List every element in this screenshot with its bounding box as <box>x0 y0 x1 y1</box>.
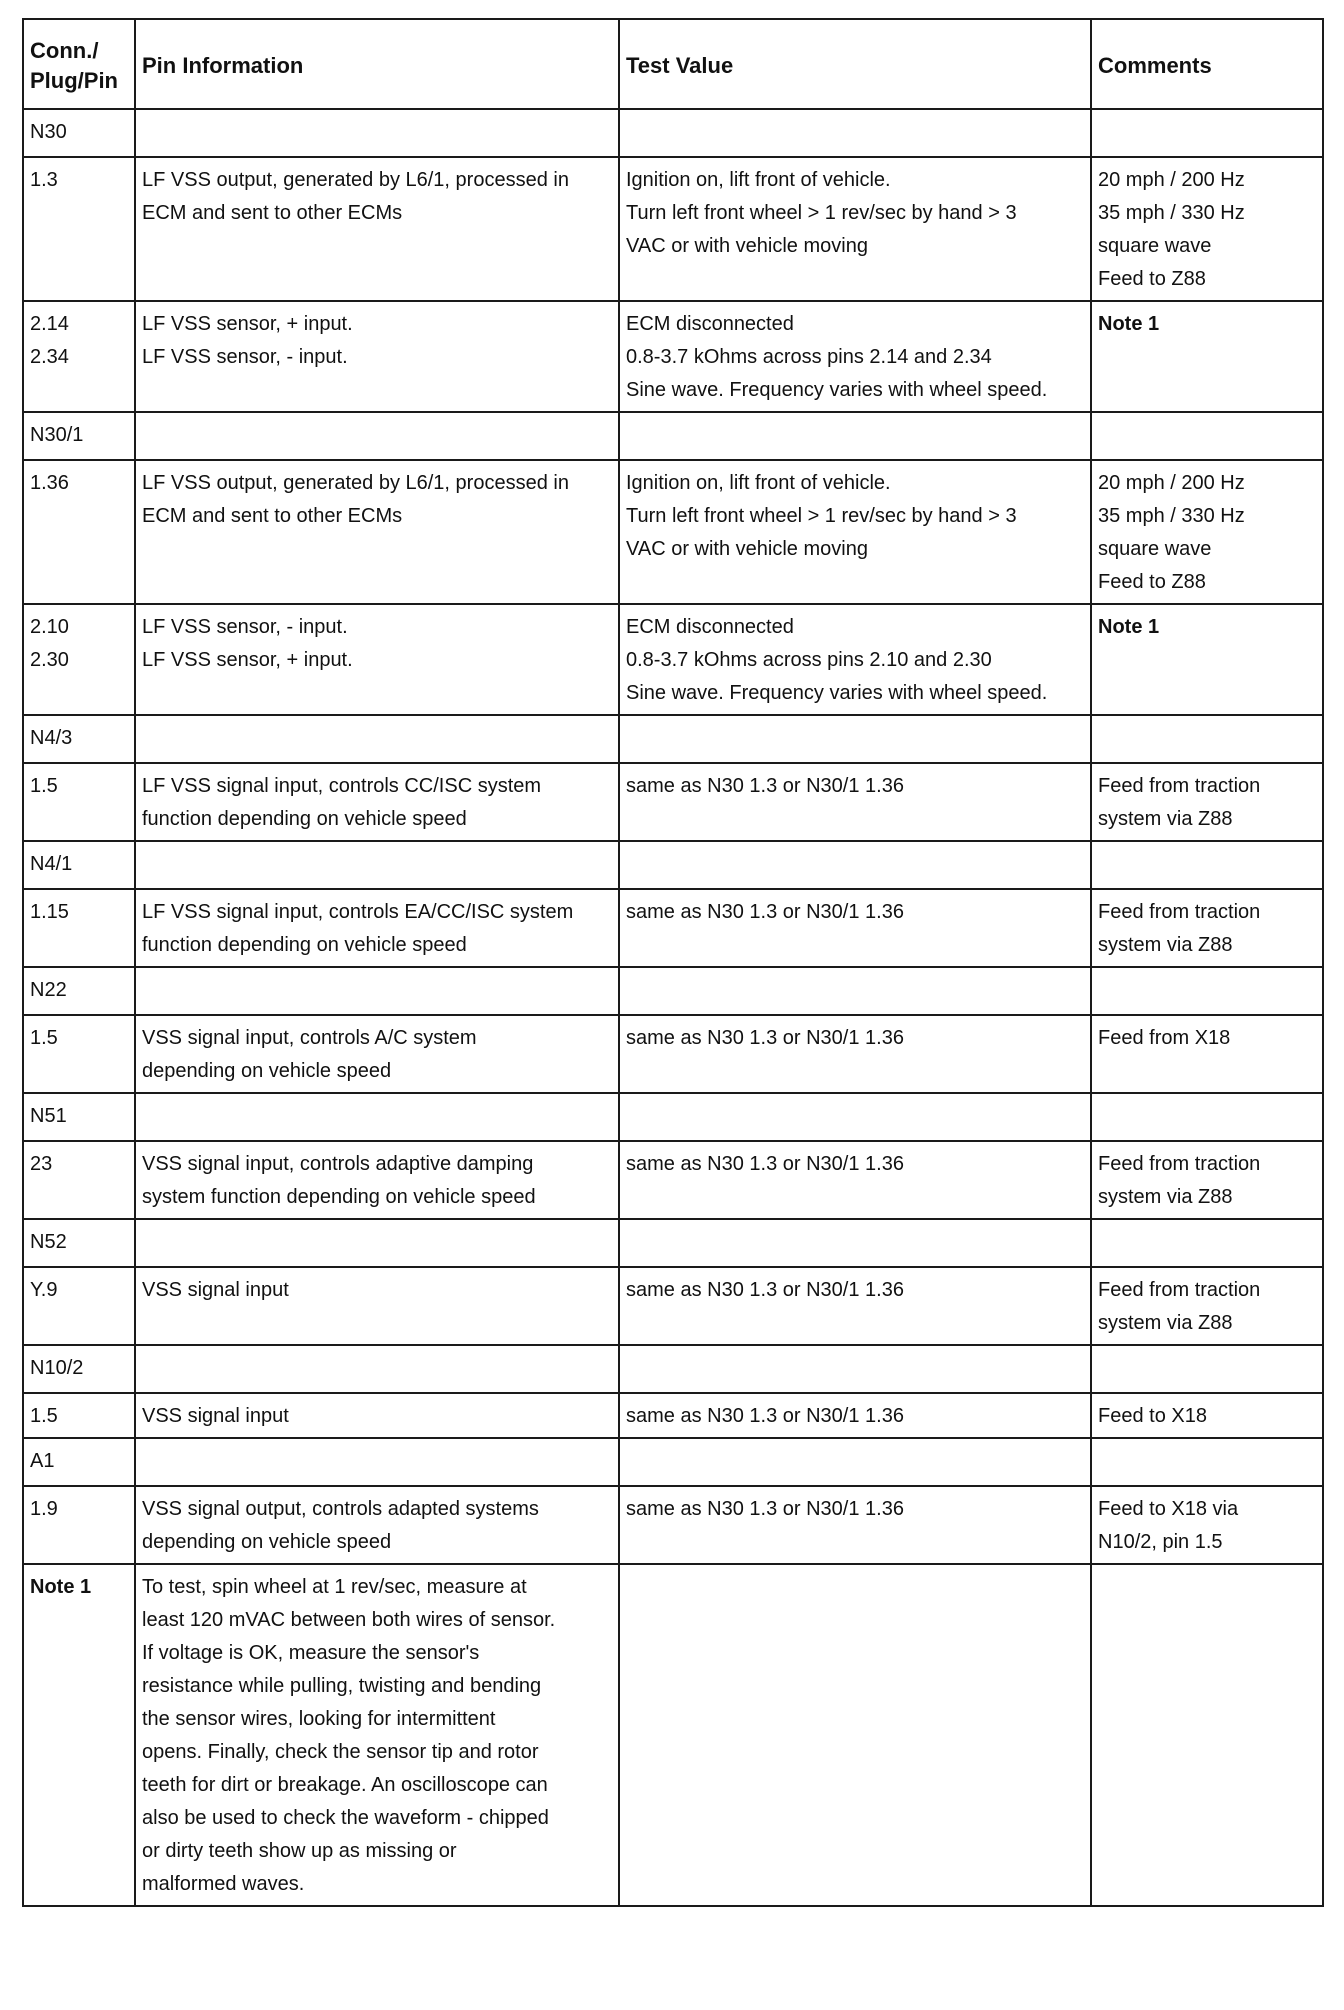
empty-cell <box>619 715 1091 763</box>
pin-info-cell <box>135 604 619 715</box>
empty-cell <box>135 715 619 763</box>
pin-number-cell-line: Y.9 <box>30 1279 58 1301</box>
connector-label: N4/1 <box>23 841 135 889</box>
test-value-cell-line: Ignition on, lift front of vehicle. <box>626 169 891 191</box>
note-text-cell-line: To test, spin wheel at 1 rev/sec, measure at <box>142 1576 527 1598</box>
pin-info-cell-line: LF VSS sensor, + input. <box>142 649 353 671</box>
note-text-cell <box>135 1564 619 1906</box>
connector-section-row <box>23 715 1323 763</box>
pin-info-cell <box>135 301 619 412</box>
empty-cell <box>619 841 1091 889</box>
pin-row <box>23 889 1323 967</box>
pin-info-cell-line: LF VSS sensor, - input. <box>142 346 348 368</box>
pin-info-cell-line: VSS signal input, controls A/C system <box>142 1027 477 1049</box>
comments-cell <box>1091 1015 1323 1093</box>
test-value-cell-line: ECM disconnected <box>626 616 794 638</box>
header-conn-plug-pin <box>23 19 135 109</box>
note-text-cell-line: teeth for dirt or breakage. An oscilloscope can <box>142 1774 548 1796</box>
note-text-cell-line: opens. Finally, check the sensor tip and rotor <box>142 1741 539 1763</box>
comments-cell <box>1091 1393 1323 1438</box>
comments-cell-line: system via Z88 <box>1098 934 1233 956</box>
comments-cell-line: Feed to X18 <box>1098 1405 1207 1427</box>
comments-cell-line: Feed to Z88 <box>1098 268 1206 290</box>
pin-number-cell <box>23 1393 135 1438</box>
test-value-cell <box>619 1267 1091 1345</box>
pin-number-cell <box>23 157 135 301</box>
test-value-cell <box>619 1393 1091 1438</box>
connector-label: A1 <box>23 1438 135 1486</box>
test-value-cell-line: same as N30 1.3 or N30/1 1.36 <box>626 1279 904 1301</box>
comments-cell <box>1091 604 1323 715</box>
comments-cell <box>1091 889 1323 967</box>
connector-section-row <box>23 1093 1323 1141</box>
note-label: Note 1 <box>23 1564 135 1906</box>
comments-cell-line: Feed from traction <box>1098 901 1261 923</box>
test-value-cell-line: same as N30 1.3 or N30/1 1.36 <box>626 1153 904 1175</box>
connector-section-row <box>23 109 1323 157</box>
pin-info-cell <box>135 1486 619 1564</box>
empty-cell <box>1091 1438 1323 1486</box>
pin-row <box>23 1393 1323 1438</box>
comments-cell <box>1091 1486 1323 1564</box>
pin-number-cell <box>23 889 135 967</box>
empty-cell <box>1091 1564 1323 1906</box>
pin-row <box>23 460 1323 604</box>
pin-info-cell <box>135 1141 619 1219</box>
empty-cell <box>135 412 619 460</box>
pin-info-cell-line: depending on vehicle speed <box>142 1531 392 1553</box>
comments-cell-line: square wave <box>1098 538 1212 560</box>
pin-info-cell-line: LF VSS sensor, - input. <box>142 616 348 638</box>
header-comments: Comments <box>1091 19 1323 109</box>
pin-number-cell-line: 1.5 <box>30 1405 58 1427</box>
comments-cell <box>1091 763 1323 841</box>
note-text-cell-line: If voltage is OK, measure the sensor's <box>142 1642 480 1664</box>
comments-cell-line: 35 mph / 330 Hz <box>1098 202 1245 224</box>
note-text-cell-line: malformed waves. <box>142 1873 305 1895</box>
connector-section-row <box>23 1219 1323 1267</box>
test-value-cell-line: same as N30 1.3 or N30/1 1.36 <box>626 775 904 797</box>
empty-cell <box>619 1093 1091 1141</box>
pin-number-cell <box>23 1015 135 1093</box>
pin-number-cell <box>23 460 135 604</box>
test-value-cell-line: 0.8-3.7 kOhms across pins 2.10 and 2.30 <box>626 649 992 671</box>
comments-cell-line: Feed from traction <box>1098 1153 1261 1175</box>
empty-cell <box>619 109 1091 157</box>
pin-row <box>23 1015 1323 1093</box>
note-text-cell-line: or dirty teeth show up as missing or <box>142 1840 457 1862</box>
connector-section-row <box>23 1438 1323 1486</box>
comments-cell <box>1091 1267 1323 1345</box>
comments-cell-line: system via Z88 <box>1098 1312 1233 1334</box>
test-value-cell <box>619 1141 1091 1219</box>
pin-number-cell-line: 1.9 <box>30 1498 58 1520</box>
connector-label: N22 <box>23 967 135 1015</box>
note-text-cell-line: the sensor wires, looking for intermittent <box>142 1708 496 1730</box>
pin-test-table <box>22 18 1324 1907</box>
pin-info-cell-line: VSS signal input, controls adaptive damping <box>142 1153 534 1175</box>
comments-cell <box>1091 1141 1323 1219</box>
pin-number-cell-line: 2.30 <box>30 649 69 671</box>
comments-cell-line: Feed from traction <box>1098 775 1261 797</box>
pin-info-cell-line: LF VSS sensor, + input. <box>142 313 353 335</box>
comments-cell-line: Note 1 <box>1098 313 1160 335</box>
test-value-cell-line: Sine wave. Frequency varies with wheel speed. <box>626 379 1048 401</box>
header-pin-information: Pin Information <box>135 19 619 109</box>
pin-row <box>23 157 1323 301</box>
pin-number-cell-line: 2.34 <box>30 346 69 368</box>
test-value-cell <box>619 301 1091 412</box>
test-value-cell <box>619 604 1091 715</box>
empty-cell <box>1091 967 1323 1015</box>
pin-info-cell <box>135 1015 619 1093</box>
empty-cell <box>1091 109 1323 157</box>
connector-label: N52 <box>23 1219 135 1267</box>
test-value-cell-line: same as N30 1.3 or N30/1 1.36 <box>626 1498 904 1520</box>
empty-cell <box>1091 715 1323 763</box>
empty-cell <box>619 1219 1091 1267</box>
note-text-cell-line: also be used to check the waveform - chipped <box>142 1807 549 1829</box>
empty-cell <box>135 967 619 1015</box>
connector-section-row <box>23 1345 1323 1393</box>
pin-info-cell-line: LF VSS output, generated by L6/1, processed in <box>142 169 569 191</box>
pin-number-cell-line: 2.14 <box>30 313 69 335</box>
pin-info-cell-line: function depending on vehicle speed <box>142 934 467 956</box>
pin-info-cell-line: LF VSS signal input, controls EA/CC/ISC system <box>142 901 574 923</box>
pin-info-cell <box>135 889 619 967</box>
test-value-cell <box>619 460 1091 604</box>
pin-info-cell-line: VSS signal input <box>142 1279 289 1301</box>
connector-label: N51 <box>23 1093 135 1141</box>
comments-cell-line: 35 mph / 330 Hz <box>1098 505 1245 527</box>
comments-cell <box>1091 157 1323 301</box>
empty-cell <box>619 967 1091 1015</box>
pin-number-cell-line: 2.10 <box>30 616 69 638</box>
empty-cell <box>619 1438 1091 1486</box>
pin-number-cell-line: 1.3 <box>30 169 58 191</box>
pin-info-cell-line: ECM and sent to other ECMs <box>142 505 403 527</box>
pin-info-cell-line: ECM and sent to other ECMs <box>142 202 403 224</box>
test-value-cell-line: ECM disconnected <box>626 313 794 335</box>
empty-cell <box>135 1345 619 1393</box>
comments-cell-line: Feed to X18 via <box>1098 1498 1239 1520</box>
connector-label: N30 <box>23 109 135 157</box>
connector-label: N10/2 <box>23 1345 135 1393</box>
pin-info-cell-line: VSS signal output, controls adapted systems <box>142 1498 539 1520</box>
pin-row <box>23 1267 1323 1345</box>
pin-info-cell-line: function depending on vehicle speed <box>142 808 467 830</box>
pin-info-cell-line: LF VSS signal input, controls CC/ISC system <box>142 775 542 797</box>
note-row <box>23 1564 1323 1906</box>
test-value-cell-line: 0.8-3.7 kOhms across pins 2.14 and 2.34 <box>626 346 992 368</box>
connector-section-row <box>23 967 1323 1015</box>
pin-info-cell <box>135 763 619 841</box>
test-value-cell-line: same as N30 1.3 or N30/1 1.36 <box>626 901 904 923</box>
comments-cell-line: 20 mph / 200 Hz <box>1098 169 1245 191</box>
pin-number-cell <box>23 1486 135 1564</box>
test-value-cell-line: VAC or with vehicle moving <box>626 235 868 257</box>
comments-cell-line: system via Z88 <box>1098 808 1233 830</box>
test-value-cell-line: same as N30 1.3 or N30/1 1.36 <box>626 1405 904 1427</box>
header-conn-line1: Conn./ <box>30 38 99 63</box>
connector-label: N4/3 <box>23 715 135 763</box>
pin-row <box>23 604 1323 715</box>
pin-info-cell <box>135 460 619 604</box>
empty-cell <box>619 1345 1091 1393</box>
comments-cell <box>1091 301 1323 412</box>
pin-number-cell-line: 1.36 <box>30 472 69 494</box>
header-conn-line2: Plug/Pin <box>30 68 118 93</box>
comments-cell <box>1091 460 1323 604</box>
table-body <box>23 109 1323 1906</box>
empty-cell <box>135 1219 619 1267</box>
empty-cell <box>135 109 619 157</box>
pin-number-cell <box>23 763 135 841</box>
comments-cell-line: 20 mph / 200 Hz <box>1098 472 1245 494</box>
pin-number-cell-line: 1.5 <box>30 1027 58 1049</box>
empty-cell <box>1091 841 1323 889</box>
pin-number-cell-line: 23 <box>30 1153 53 1175</box>
empty-cell <box>1091 412 1323 460</box>
test-value-cell-line: Turn left front wheel > 1 rev/sec by hand > 3 <box>626 505 1017 527</box>
test-value-cell-line: Sine wave. Frequency varies with wheel speed. <box>626 682 1048 704</box>
pin-number-cell <box>23 1267 135 1345</box>
test-value-cell <box>619 889 1091 967</box>
pin-number-cell <box>23 301 135 412</box>
comments-cell-line: N10/2, pin 1.5 <box>1098 1531 1223 1553</box>
connector-section-row <box>23 412 1323 460</box>
empty-cell <box>135 841 619 889</box>
pin-row <box>23 1486 1323 1564</box>
comments-cell-line: Note 1 <box>1098 616 1160 638</box>
empty-cell <box>135 1438 619 1486</box>
pin-number-cell-line: 1.15 <box>30 901 69 923</box>
test-value-cell-line: same as N30 1.3 or N30/1 1.36 <box>626 1027 904 1049</box>
test-value-cell <box>619 763 1091 841</box>
pin-number-cell <box>23 604 135 715</box>
pin-info-cell-line: VSS signal input <box>142 1405 289 1427</box>
test-value-cell-line: VAC or with vehicle moving <box>626 538 868 560</box>
pin-number-cell <box>23 1141 135 1219</box>
comments-cell-line: square wave <box>1098 235 1212 257</box>
test-value-cell <box>619 157 1091 301</box>
comments-cell-line: system via Z88 <box>1098 1186 1233 1208</box>
connector-label: N30/1 <box>23 412 135 460</box>
connector-section-row <box>23 841 1323 889</box>
pin-info-cell-line: LF VSS output, generated by L6/1, processed in <box>142 472 569 494</box>
test-value-cell <box>619 1486 1091 1564</box>
pin-info-cell <box>135 1393 619 1438</box>
note-text-cell-line: least 120 mVAC between both wires of sensor. <box>142 1609 556 1631</box>
comments-cell-line: Feed to Z88 <box>1098 571 1206 593</box>
empty-cell <box>1091 1093 1323 1141</box>
header-row <box>23 19 1323 109</box>
empty-cell <box>135 1093 619 1141</box>
pin-number-cell-line: 1.5 <box>30 775 58 797</box>
pin-row <box>23 763 1323 841</box>
pin-row <box>23 301 1323 412</box>
header-test-value: Test Value <box>619 19 1091 109</box>
comments-cell-line: Feed from X18 <box>1098 1027 1231 1049</box>
empty-cell <box>1091 1219 1323 1267</box>
test-value-cell-line: Turn left front wheel > 1 rev/sec by hand > 3 <box>626 202 1017 224</box>
pin-row <box>23 1141 1323 1219</box>
pin-info-cell-line: depending on vehicle speed <box>142 1060 392 1082</box>
comments-cell-line: Feed from traction <box>1098 1279 1261 1301</box>
empty-cell <box>619 1564 1091 1906</box>
empty-cell <box>619 412 1091 460</box>
note-text-cell-line: resistance while pulling, twisting and bending <box>142 1675 542 1697</box>
pin-info-cell-line: system function depending on vehicle speed <box>142 1186 536 1208</box>
test-value-cell-line: Ignition on, lift front of vehicle. <box>626 472 891 494</box>
pin-info-cell <box>135 1267 619 1345</box>
empty-cell <box>1091 1345 1323 1393</box>
test-value-cell <box>619 1015 1091 1093</box>
pin-info-cell <box>135 157 619 301</box>
